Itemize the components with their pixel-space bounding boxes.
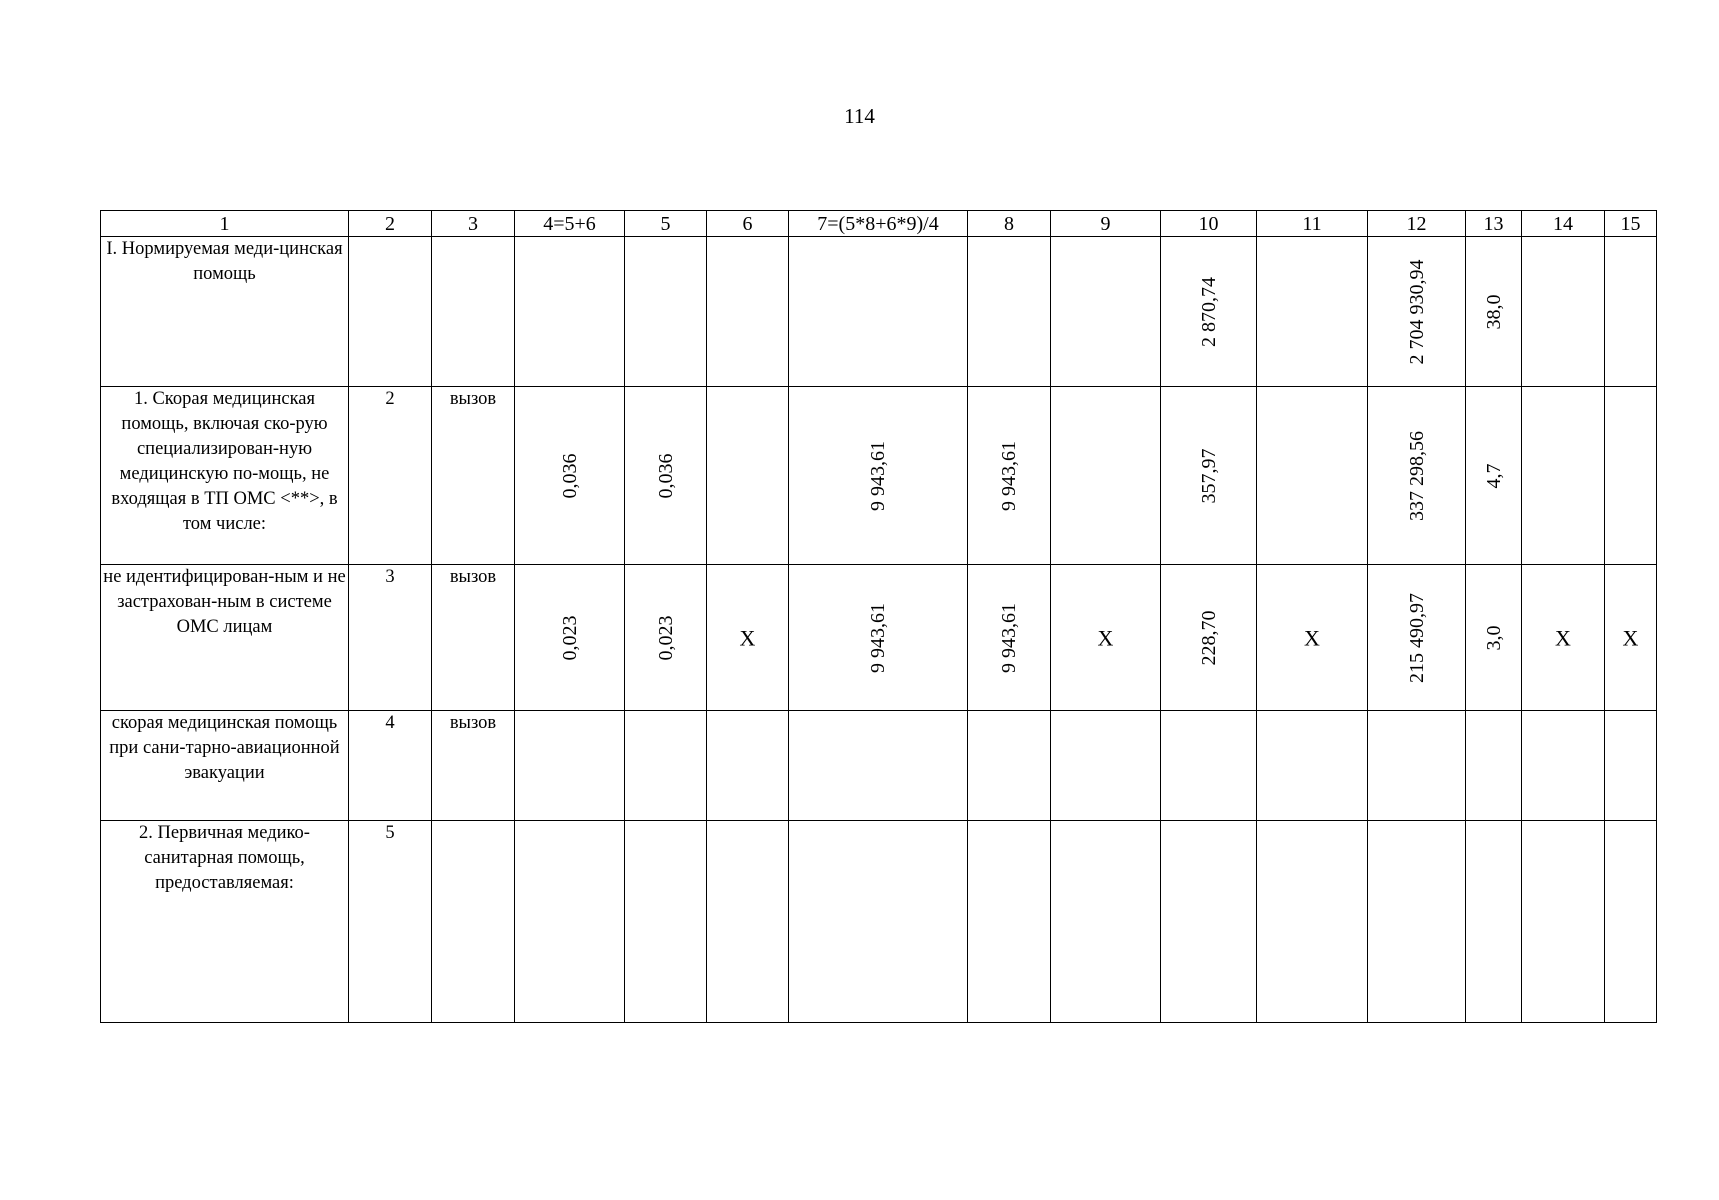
table-cell <box>1466 387 1522 565</box>
table-cell <box>1257 565 1368 711</box>
column-header: 11 <box>1257 211 1368 237</box>
column-header: 13 <box>1466 211 1522 237</box>
cell-value: 9 943,61 <box>998 440 1020 511</box>
cell-value: Х <box>1097 625 1114 650</box>
table-cell <box>789 237 968 387</box>
unit-cell <box>432 237 515 387</box>
cell-value: 0,036 <box>558 453 581 498</box>
table-cell <box>968 711 1051 821</box>
unit-cell: вызов <box>432 565 515 711</box>
table-cell <box>968 821 1051 1023</box>
table-cell <box>1368 387 1466 565</box>
table-cell <box>707 237 789 387</box>
table-cell <box>1466 565 1522 711</box>
table-cell <box>968 387 1051 565</box>
column-header: 12 <box>1368 211 1466 237</box>
table-cell <box>1466 711 1522 821</box>
table-cell <box>707 565 789 711</box>
page-number: 114 <box>844 104 875 128</box>
table-cell <box>968 565 1051 711</box>
table-cell <box>625 565 707 711</box>
table-cell <box>1051 237 1161 387</box>
table-cell <box>1522 821 1605 1023</box>
column-header: 10 <box>1161 211 1257 237</box>
table-cell <box>1161 821 1257 1023</box>
table-cell <box>515 237 625 387</box>
table-cell <box>515 387 625 565</box>
table-cell <box>707 711 789 821</box>
table-cell <box>1161 711 1257 821</box>
column-header: 6 <box>707 211 789 237</box>
cell-value: 2 704 930,94 <box>1405 259 1428 364</box>
cell-value: 0,023 <box>558 615 581 660</box>
header-row <box>101 211 1657 237</box>
row-label: не идентифицирован-ным и не застрахован-ным в системе ОМС лицам <box>101 565 349 711</box>
cell-value: 9 943,61 <box>998 602 1020 673</box>
table-cell <box>1368 711 1466 821</box>
table-cell <box>1522 565 1605 711</box>
column-header: 15 <box>1605 211 1657 237</box>
row-label: 1. Скорая медицинская помощь, включая ско-рую специализирован-ную медицинскую по-мощь, не входящая в ТП ОМС <**>, в том числе: <box>101 387 349 565</box>
column-header: 5 <box>625 211 707 237</box>
cell-value: 9 943,61 <box>867 440 889 511</box>
table-cell <box>515 711 625 821</box>
table-cell <box>1161 565 1257 711</box>
table-cell <box>1051 711 1161 821</box>
table-cell <box>1161 387 1257 565</box>
cell-value: 0,036 <box>654 453 677 498</box>
table-cell <box>1368 821 1466 1023</box>
table-row <box>101 565 1657 711</box>
row-label: скорая медицинская помощь при сани-тарно-авиационной эвакуации <box>101 711 349 821</box>
table-cell <box>625 237 707 387</box>
column-header: 1 <box>101 211 349 237</box>
table-cell <box>1522 237 1605 387</box>
table-cell <box>515 565 625 711</box>
column-header: 14 <box>1522 211 1605 237</box>
financing-table <box>100 210 1657 1023</box>
table-cell <box>1257 821 1368 1023</box>
table-cell <box>1466 821 1522 1023</box>
table-cell <box>789 387 968 565</box>
table-cell <box>1605 821 1657 1023</box>
cell-value: Х <box>739 625 756 650</box>
table-cell <box>1161 237 1257 387</box>
table-cell <box>789 821 968 1023</box>
cell-value: Х <box>1622 625 1639 650</box>
cell-value: 3,0 <box>1482 625 1505 650</box>
cell-value: 337 298,56 <box>1405 430 1428 521</box>
row-number <box>349 237 432 387</box>
table-row <box>101 711 1657 821</box>
cell-value: 0,023 <box>654 615 677 660</box>
cell-value: 9 943,61 <box>867 602 889 673</box>
table-row <box>101 387 1657 565</box>
cell-value: 357,97 <box>1197 448 1220 503</box>
table-cell <box>1522 387 1605 565</box>
unit-cell <box>432 821 515 1023</box>
table-cell <box>625 711 707 821</box>
row-number: 2 <box>349 387 432 565</box>
table-cell <box>1605 565 1657 711</box>
table-cell <box>1605 387 1657 565</box>
table-row <box>101 237 1657 387</box>
cell-value: Х <box>1555 625 1571 650</box>
cell-value: 228,70 <box>1197 610 1220 665</box>
table-cell <box>1257 387 1368 565</box>
column-header: 4=5+6 <box>515 211 625 237</box>
table-row <box>101 821 1657 1023</box>
table-cell <box>968 237 1051 387</box>
table-cell <box>1522 711 1605 821</box>
row-label: 2. Первичная медико-санитарная помощь, предоставляемая: <box>101 821 349 1023</box>
column-header: 8 <box>968 211 1051 237</box>
table-cell <box>789 565 968 711</box>
row-number: 4 <box>349 711 432 821</box>
table-cell <box>1051 565 1161 711</box>
table-cell <box>625 387 707 565</box>
cell-value: 38,0 <box>1482 294 1505 329</box>
table-cell <box>625 821 707 1023</box>
table-cell <box>1051 821 1161 1023</box>
table-cell <box>1466 237 1522 387</box>
table-cell <box>707 821 789 1023</box>
table-cell <box>789 711 968 821</box>
cell-value: 2 870,74 <box>1197 276 1220 347</box>
row-number: 5 <box>349 821 432 1023</box>
table-cell <box>1257 237 1368 387</box>
cell-value: 4,7 <box>1482 463 1505 488</box>
cell-value: Х <box>1304 625 1320 650</box>
unit-cell: вызов <box>432 387 515 565</box>
column-header: 9 <box>1051 211 1161 237</box>
table-cell <box>1051 387 1161 565</box>
table-cell <box>1368 565 1466 711</box>
unit-cell: вызов <box>432 711 515 821</box>
table-cell <box>1257 711 1368 821</box>
column-header: 3 <box>432 211 515 237</box>
cell-value: 215 490,97 <box>1405 592 1428 683</box>
table-cell <box>1605 237 1657 387</box>
table-cell <box>1605 711 1657 821</box>
column-header: 7=(5*8+6*9)/4 <box>789 211 968 237</box>
row-number: 3 <box>349 565 432 711</box>
table-cell <box>1368 237 1466 387</box>
column-header: 2 <box>349 211 432 237</box>
table-cell <box>515 821 625 1023</box>
table-cell <box>707 387 789 565</box>
row-label: I. Нормируемая меди-цинская помощь <box>101 237 349 387</box>
